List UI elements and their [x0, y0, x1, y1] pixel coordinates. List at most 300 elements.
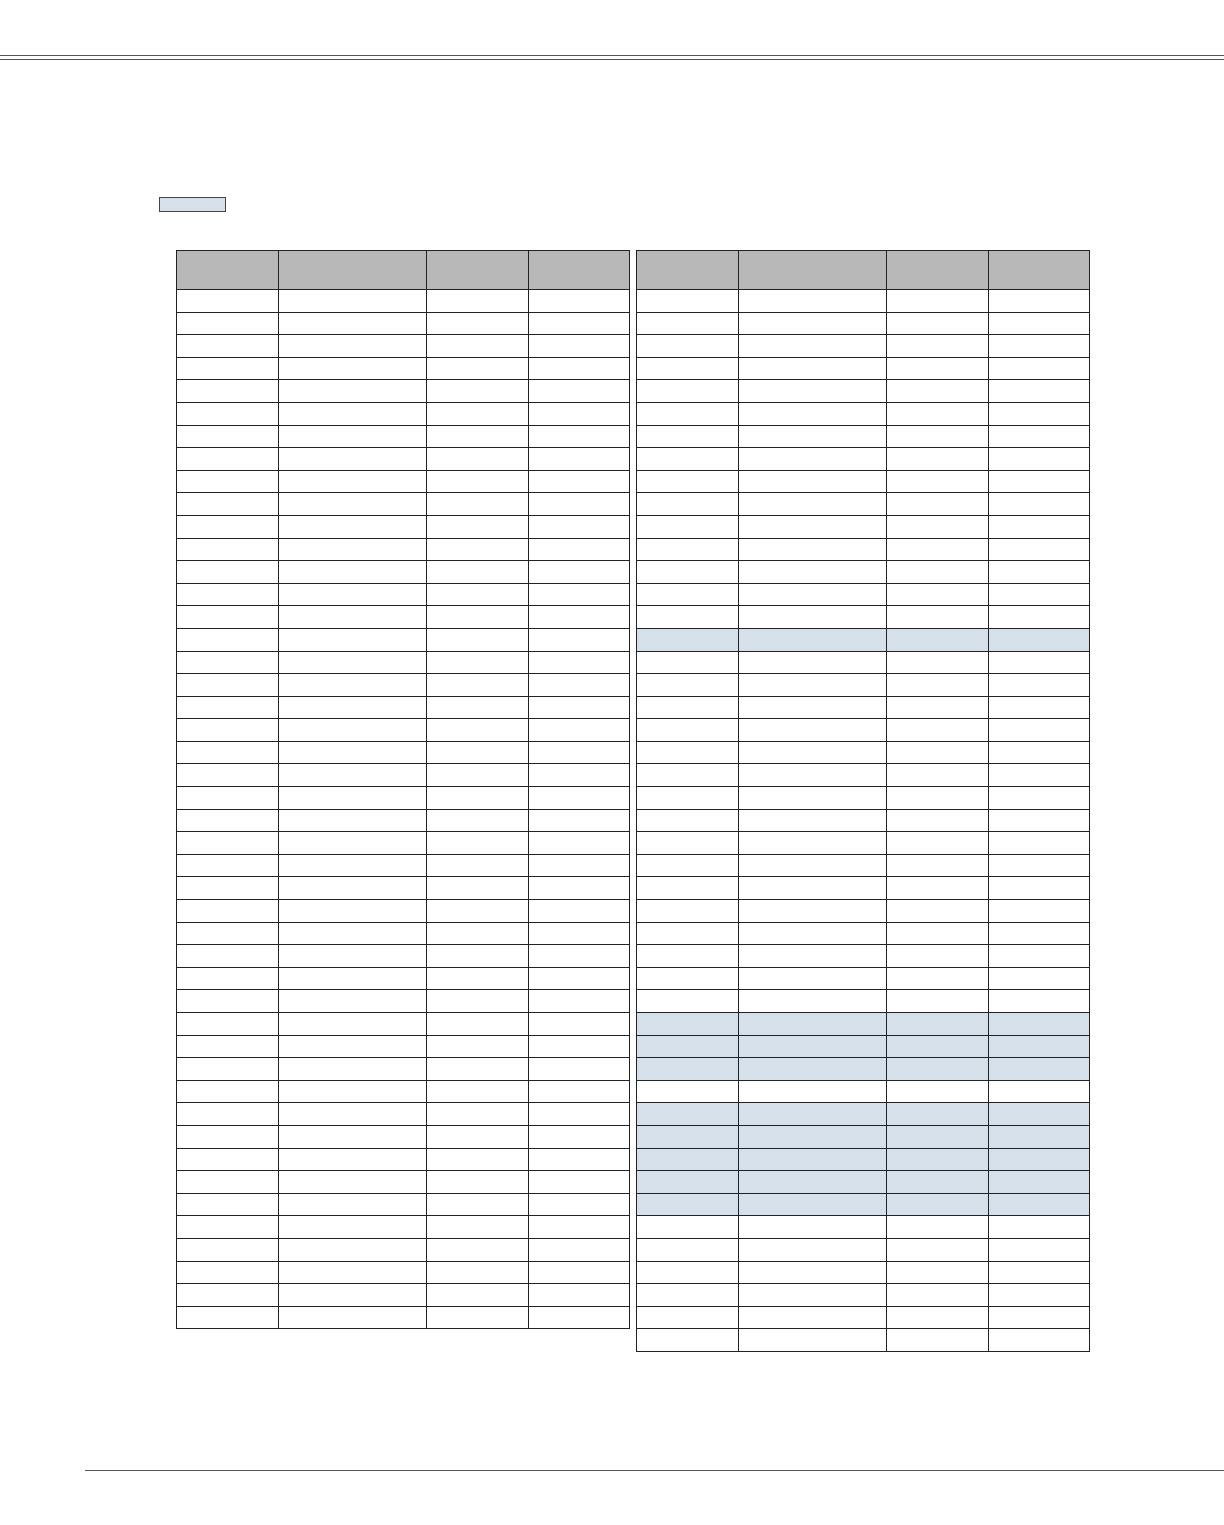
- table-row: [177, 1238, 630, 1261]
- table-cell: [529, 877, 630, 900]
- table-cell: [739, 674, 887, 697]
- table-cell: [637, 470, 739, 493]
- table-cell: [637, 448, 739, 471]
- table-cell: [637, 402, 739, 425]
- table-cell: [739, 335, 887, 358]
- table-cell: [529, 1238, 630, 1261]
- table-cell: [989, 493, 1090, 516]
- table-row: [177, 1171, 630, 1194]
- table-cell: [529, 696, 630, 719]
- table-cell: [739, 1171, 887, 1194]
- table-cell: [177, 1125, 279, 1148]
- table-cell: [279, 538, 427, 561]
- table-cell: [739, 809, 887, 832]
- table-row: [637, 967, 1090, 990]
- table-cell: [279, 674, 427, 697]
- table-cell: [529, 1193, 630, 1216]
- table-cell: [989, 1216, 1090, 1239]
- table-cell: [637, 809, 739, 832]
- table-cell: [989, 1103, 1090, 1126]
- table-row: [637, 764, 1090, 787]
- table-cell: [989, 448, 1090, 471]
- table-row: [177, 832, 630, 855]
- table-cell: [739, 357, 887, 380]
- table-cell: [637, 1216, 739, 1239]
- table-cell: [279, 900, 427, 923]
- table-cell: [739, 561, 887, 584]
- table-row: [637, 1080, 1090, 1103]
- table-cell: [989, 854, 1090, 877]
- table-cell: [529, 425, 630, 448]
- table-cell: [989, 538, 1090, 561]
- table-cell: [637, 900, 739, 923]
- table-cell: [529, 651, 630, 674]
- table-cell: [427, 628, 529, 651]
- table-row: [637, 1306, 1090, 1329]
- table-row: [177, 1125, 630, 1148]
- table-row: [637, 674, 1090, 697]
- table-cell: [529, 854, 630, 877]
- table-cell: [177, 357, 279, 380]
- table-cell: [279, 764, 427, 787]
- table-cell: [427, 967, 529, 990]
- table-cell: [177, 1216, 279, 1239]
- table-cell: [529, 1035, 630, 1058]
- table-cell: [279, 809, 427, 832]
- table-cell: [529, 719, 630, 742]
- table-cell: [279, 787, 427, 810]
- table-row: [637, 1035, 1090, 1058]
- table-cell: [529, 741, 630, 764]
- table-cell: [989, 1329, 1090, 1352]
- table-cell: [989, 515, 1090, 538]
- table-cell: [989, 402, 1090, 425]
- table-row: [177, 854, 630, 877]
- table-cell: [989, 1171, 1090, 1194]
- table-cell: [177, 1284, 279, 1307]
- table-cell: [637, 628, 739, 651]
- table-row: [637, 561, 1090, 584]
- table-cell: [739, 425, 887, 448]
- table-cell: [279, 1171, 427, 1194]
- table-cell: [887, 583, 989, 606]
- table-row: [177, 900, 630, 923]
- table-row: [177, 335, 630, 358]
- table-row: [637, 1193, 1090, 1216]
- table-row: [637, 832, 1090, 855]
- table-row: [177, 402, 630, 425]
- table-cell: [739, 1035, 887, 1058]
- table-cell: [637, 1261, 739, 1284]
- table-cell: [989, 628, 1090, 651]
- table-row: [177, 1103, 630, 1126]
- table-cell: [887, 1013, 989, 1036]
- table-cell: [887, 1261, 989, 1284]
- table-cell: [739, 380, 887, 403]
- table-row: [177, 290, 630, 313]
- table-row: [177, 764, 630, 787]
- table-cell: [989, 651, 1090, 674]
- table-row: [637, 809, 1090, 832]
- table-cell: [637, 1058, 739, 1081]
- table-cell: [529, 335, 630, 358]
- table-cell: [887, 1329, 989, 1352]
- table-cell: [637, 787, 739, 810]
- table-row: [637, 945, 1090, 968]
- left-table: [176, 250, 630, 1329]
- table-cell: [177, 470, 279, 493]
- table-cell: [739, 402, 887, 425]
- table-cell: [739, 651, 887, 674]
- table-cell: [177, 787, 279, 810]
- table-cell: [989, 1284, 1090, 1307]
- table-cell: [177, 425, 279, 448]
- table-cell: [427, 1080, 529, 1103]
- table-cell: [529, 380, 630, 403]
- table-cell: [637, 922, 739, 945]
- table-cell: [887, 290, 989, 313]
- table-cell: [279, 1193, 427, 1216]
- table-cell: [989, 900, 1090, 923]
- table-cell: [887, 832, 989, 855]
- table-row: [637, 357, 1090, 380]
- table-cell: [177, 945, 279, 968]
- table-cell: [279, 945, 427, 968]
- table-cell: [177, 1013, 279, 1036]
- table-cell: [739, 922, 887, 945]
- table-row: [637, 1329, 1090, 1352]
- table-cell: [637, 877, 739, 900]
- table-row: [177, 515, 630, 538]
- table-cell: [637, 561, 739, 584]
- table-cell: [529, 561, 630, 584]
- table-cell: [739, 1013, 887, 1036]
- table-cell: [279, 651, 427, 674]
- table-cell: [739, 1125, 887, 1148]
- table-cell: [177, 1306, 279, 1329]
- table-cell: [177, 1193, 279, 1216]
- table-cell: [637, 357, 739, 380]
- table-cell: [279, 832, 427, 855]
- table-row: [637, 787, 1090, 810]
- table-row: [177, 448, 630, 471]
- table-cell: [637, 764, 739, 787]
- table-cell: [739, 606, 887, 629]
- table-cell: [427, 1216, 529, 1239]
- table-cell: [529, 1103, 630, 1126]
- table-row: [177, 561, 630, 584]
- table-row: [177, 1058, 630, 1081]
- table-cell: [529, 448, 630, 471]
- table-cell: [279, 1238, 427, 1261]
- table-cell: [529, 1284, 630, 1307]
- table-cell: [989, 696, 1090, 719]
- table-cell: [427, 1306, 529, 1329]
- table-cell: [887, 1080, 989, 1103]
- table-cell: [739, 1329, 887, 1352]
- table-cell: [637, 1238, 739, 1261]
- table-cell: [279, 290, 427, 313]
- table-header-row: [637, 251, 1090, 290]
- table-row: [637, 290, 1090, 313]
- table-cell: [529, 809, 630, 832]
- table-cell: [887, 809, 989, 832]
- table-cell: [279, 877, 427, 900]
- table-cell: [279, 1216, 427, 1239]
- table-cell: [887, 900, 989, 923]
- table-cell: [989, 1306, 1090, 1329]
- table-cell: [279, 493, 427, 516]
- table-header-row: [177, 251, 630, 290]
- table-cell: [529, 900, 630, 923]
- table-cell: [427, 922, 529, 945]
- table-row: [177, 583, 630, 606]
- table-cell: [427, 787, 529, 810]
- table-cell: [637, 380, 739, 403]
- table-cell: [887, 922, 989, 945]
- table-row: [637, 335, 1090, 358]
- column-header: [279, 251, 427, 290]
- table-cell: [529, 1306, 630, 1329]
- table-row: [177, 674, 630, 697]
- table-row: [637, 515, 1090, 538]
- table-cell: [529, 945, 630, 968]
- table-cell: [637, 832, 739, 855]
- table-cell: [989, 809, 1090, 832]
- table-cell: [177, 290, 279, 313]
- table-cell: [739, 1261, 887, 1284]
- table-cell: [177, 583, 279, 606]
- table-cell: [529, 787, 630, 810]
- table-cell: [739, 764, 887, 787]
- table-cell: [177, 741, 279, 764]
- table-cell: [989, 1013, 1090, 1036]
- table-row: [177, 380, 630, 403]
- table-row: [177, 1193, 630, 1216]
- table-cell: [427, 1261, 529, 1284]
- table-row: [637, 877, 1090, 900]
- table-cell: [989, 945, 1090, 968]
- table-row: [637, 854, 1090, 877]
- table-cell: [177, 312, 279, 335]
- table-cell: [177, 854, 279, 877]
- table-cell: [739, 1216, 887, 1239]
- table-cell: [279, 1013, 427, 1036]
- table-cell: [739, 1148, 887, 1171]
- table-cell: [529, 1125, 630, 1148]
- table-cell: [279, 583, 427, 606]
- table-cell: [279, 990, 427, 1013]
- table-cell: [279, 335, 427, 358]
- table-cell: [887, 470, 989, 493]
- table-cell: [637, 1125, 739, 1148]
- table-cell: [529, 583, 630, 606]
- table-cell: [279, 402, 427, 425]
- table-cell: [529, 493, 630, 516]
- table-cell: [177, 1080, 279, 1103]
- table-row: [177, 1035, 630, 1058]
- table-cell: [177, 651, 279, 674]
- table-cell: [637, 1329, 739, 1352]
- column-header: [887, 251, 989, 290]
- table-cell: [637, 674, 739, 697]
- table-cell: [989, 380, 1090, 403]
- table-cell: [887, 967, 989, 990]
- table-cell: [529, 357, 630, 380]
- table-cell: [279, 561, 427, 584]
- table-cell: [637, 312, 739, 335]
- table-cell: [427, 448, 529, 471]
- table-row: [637, 380, 1090, 403]
- table-row: [177, 967, 630, 990]
- table-cell: [279, 1103, 427, 1126]
- table-cell: [887, 651, 989, 674]
- column-header: [637, 251, 739, 290]
- table-cell: [427, 1125, 529, 1148]
- table-cell: [887, 1148, 989, 1171]
- table-cell: [177, 900, 279, 923]
- table-cell: [177, 1148, 279, 1171]
- table-cell: [529, 1058, 630, 1081]
- column-header: [177, 251, 279, 290]
- table-row: [177, 606, 630, 629]
- table-cell: [427, 696, 529, 719]
- table-cell: [739, 741, 887, 764]
- table-cell: [177, 1103, 279, 1126]
- table-cell: [427, 606, 529, 629]
- legend-swatch: [159, 197, 226, 212]
- column-header: [739, 251, 887, 290]
- table-cell: [279, 628, 427, 651]
- table-cell: [177, 1261, 279, 1284]
- table-cell: [739, 448, 887, 471]
- table-row: [637, 470, 1090, 493]
- table-cell: [887, 1284, 989, 1307]
- table-cell: [279, 967, 427, 990]
- table-cell: [887, 764, 989, 787]
- table-cell: [279, 312, 427, 335]
- table-cell: [739, 832, 887, 855]
- table-cell: [989, 787, 1090, 810]
- table-cell: [529, 402, 630, 425]
- table-row: [637, 922, 1090, 945]
- table-row: [637, 1284, 1090, 1307]
- table-cell: [887, 990, 989, 1013]
- table-cell: [637, 854, 739, 877]
- table-cell: [637, 651, 739, 674]
- table-cell: [279, 1035, 427, 1058]
- table-row: [637, 741, 1090, 764]
- table-cell: [887, 854, 989, 877]
- table-cell: [887, 561, 989, 584]
- table-row: [177, 990, 630, 1013]
- table-row: [637, 696, 1090, 719]
- table-row: [637, 425, 1090, 448]
- table-cell: [637, 719, 739, 742]
- bottom-rule: [85, 1470, 1224, 1471]
- table-cell: [177, 380, 279, 403]
- table-cell: [989, 470, 1090, 493]
- table-cell: [279, 1284, 427, 1307]
- table-cell: [989, 1125, 1090, 1148]
- table-cell: [887, 335, 989, 358]
- table-cell: [177, 696, 279, 719]
- table-cell: [637, 945, 739, 968]
- table-cell: [887, 1171, 989, 1194]
- table-row: [177, 696, 630, 719]
- table-row: [177, 741, 630, 764]
- table-cell: [177, 628, 279, 651]
- table-cell: [427, 493, 529, 516]
- table-row: [177, 1216, 630, 1239]
- table-cell: [177, 493, 279, 516]
- table-row: [177, 719, 630, 742]
- table-cell: [529, 606, 630, 629]
- table-cell: [279, 1125, 427, 1148]
- table-row: [177, 357, 630, 380]
- table-row: [637, 1058, 1090, 1081]
- table-cell: [177, 674, 279, 697]
- table-cell: [427, 1035, 529, 1058]
- table-cell: [529, 290, 630, 313]
- table-cell: [989, 1193, 1090, 1216]
- table-cell: [989, 674, 1090, 697]
- table-row: [637, 448, 1090, 471]
- table-cell: [739, 967, 887, 990]
- table-cell: [887, 380, 989, 403]
- table-cell: [177, 448, 279, 471]
- top-rule: [0, 55, 1224, 56]
- table-cell: [637, 990, 739, 1013]
- table-cell: [177, 832, 279, 855]
- table-cell: [427, 290, 529, 313]
- table-cell: [279, 922, 427, 945]
- table-cell: [427, 832, 529, 855]
- column-header: [989, 251, 1090, 290]
- table-row: [637, 719, 1090, 742]
- table-cell: [177, 990, 279, 1013]
- table-cell: [427, 900, 529, 923]
- table-cell: [887, 606, 989, 629]
- table-cell: [637, 1171, 739, 1194]
- table-cell: [739, 877, 887, 900]
- table-cell: [637, 1013, 739, 1036]
- table-row: [177, 1284, 630, 1307]
- table-cell: [427, 1058, 529, 1081]
- table-cell: [427, 1013, 529, 1036]
- table-cell: [989, 990, 1090, 1013]
- table-cell: [427, 1284, 529, 1307]
- table-cell: [739, 719, 887, 742]
- table-cell: [279, 1080, 427, 1103]
- table-cell: [427, 674, 529, 697]
- table-cell: [739, 312, 887, 335]
- table-cell: [887, 1306, 989, 1329]
- table-cell: [427, 380, 529, 403]
- table-cell: [739, 1080, 887, 1103]
- table-cell: [637, 1148, 739, 1171]
- table-cell: [989, 877, 1090, 900]
- table-cell: [529, 1080, 630, 1103]
- table-cell: [989, 606, 1090, 629]
- table-cell: [177, 967, 279, 990]
- table-cell: [279, 606, 427, 629]
- table-cell: [887, 515, 989, 538]
- table-cell: [637, 425, 739, 448]
- table-cell: [887, 493, 989, 516]
- table-cell: [529, 832, 630, 855]
- table-cell: [279, 357, 427, 380]
